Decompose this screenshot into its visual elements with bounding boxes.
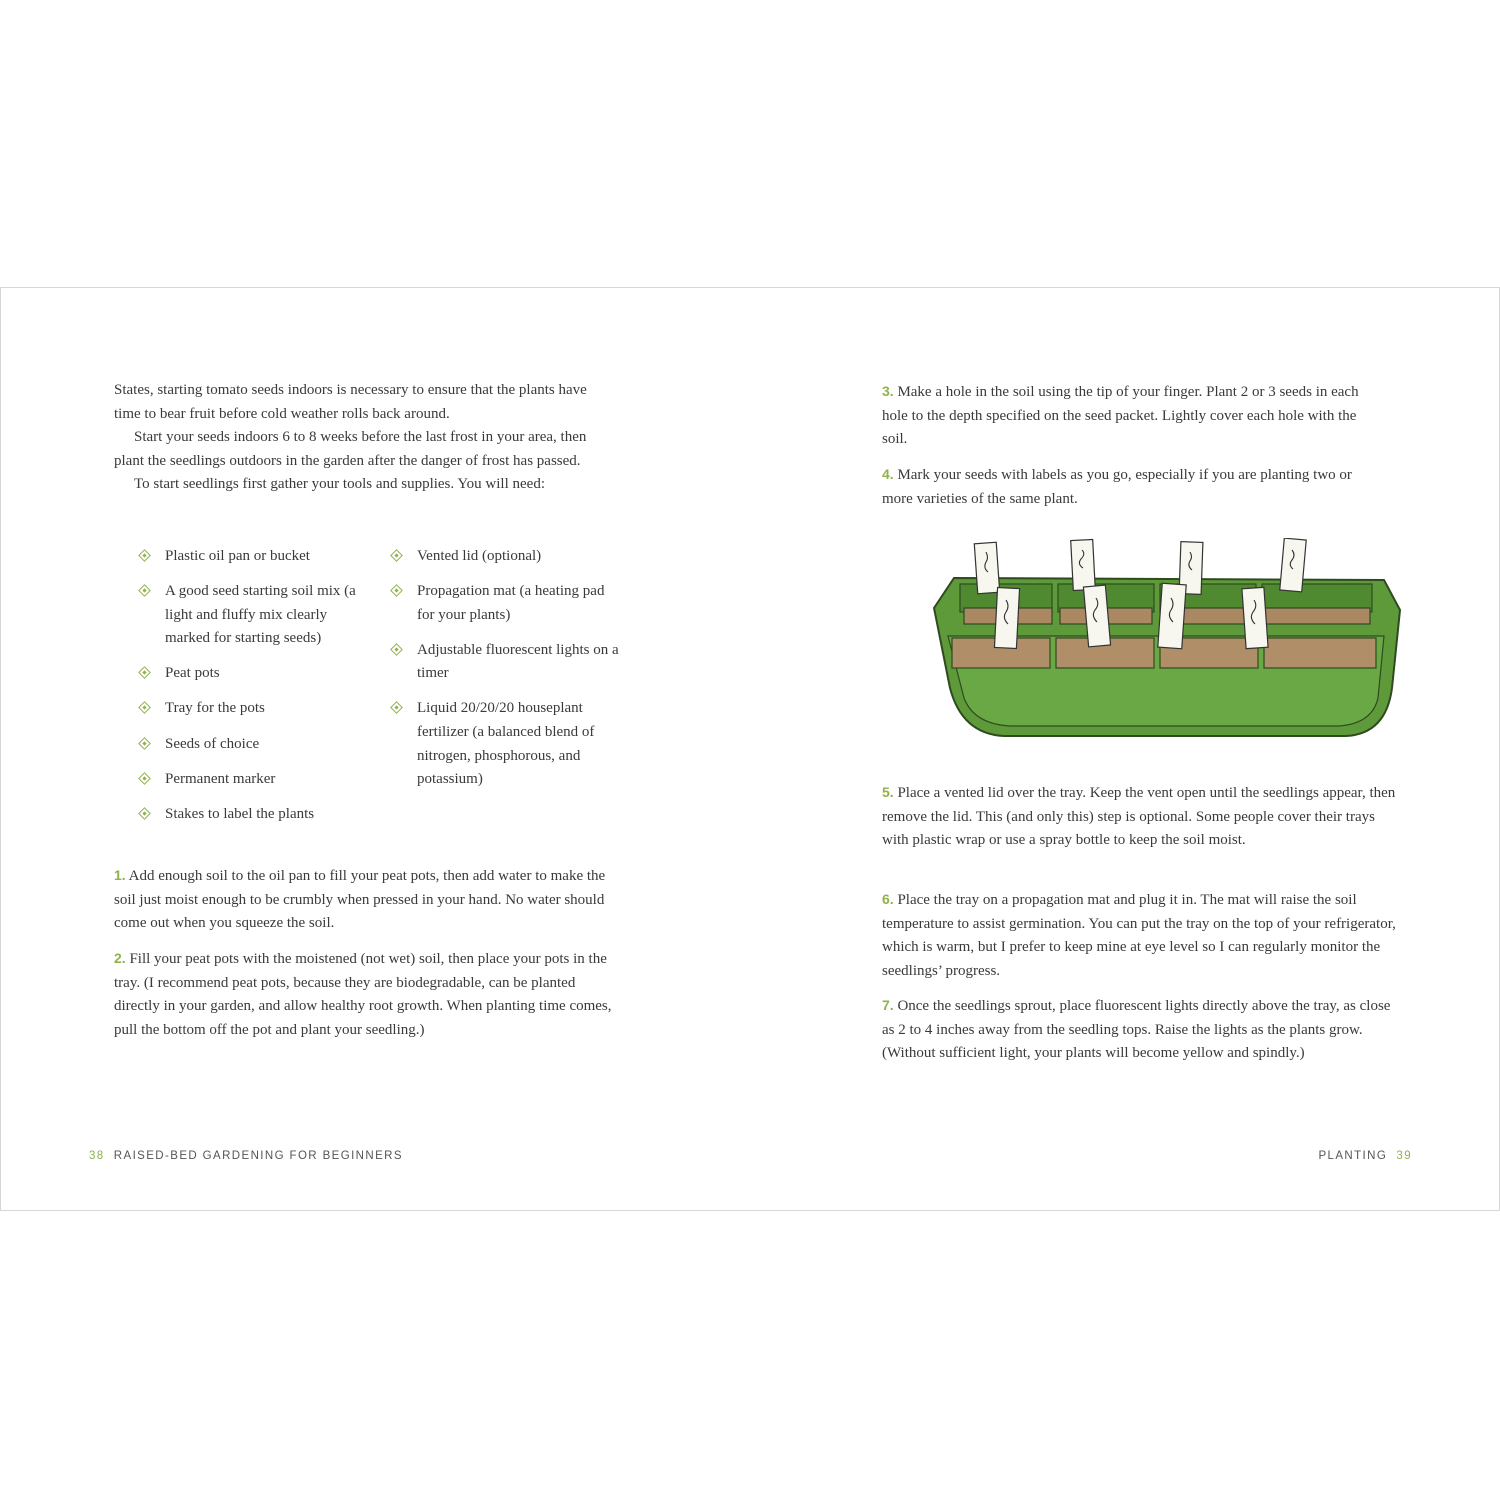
list-item [391,580,621,627]
list-item-text: Permanent marker [165,770,276,787]
list-item [139,580,369,651]
list-item-text: Tray for the pots [165,700,265,717]
step-text: Place a vented lid over the tray. Keep the vent open until the seedlings appear, then remove the lid. This (and only this) step is optional. Some people cover their trays with plastic wrap or use a spray bottle to keep the soil moist. [882,785,1396,849]
list-item [139,697,369,721]
right-page [750,288,1499,1210]
list-item-text: Liquid 20/20/20 houseplant fertilizer (a balanced blend of nitrogen, phosphorous, and potassium) [417,700,595,788]
step-number: 3. [882,383,894,399]
diamond-bullet-icon [138,772,151,785]
step-number: 2. [114,950,126,966]
diamond-bullet-icon [390,702,403,715]
page-number: 39 [1396,1150,1412,1162]
page-number: 38 [89,1150,105,1162]
list-item [139,662,369,686]
list-item [391,639,621,686]
seedling-tray-illustration [926,538,1406,748]
list-item-text: Stakes to label the plants [165,805,315,822]
intro-paragraph-1: States, starting tomato seeds indoors is necessary to ensure that the plants have time to bear fruit before cold weather rolls back around. [114,382,587,422]
list-item-text: Vented lid (optional) [417,548,542,564]
list-item-text: Peat pots [165,665,220,682]
step-2 [114,947,619,1042]
list-item-text: Adjustable fluorescent lights on a timer [417,641,619,682]
list-item [139,733,369,757]
list-item-text: Seeds of choice [165,735,260,752]
list-item-text: A good seed starting soil mix (a light and fluffy mix clearly marked for starting seeds) [165,583,356,647]
step-number: 1. [114,867,126,883]
step-text: Mark your seeds with labels as you go, especially if you are planting two or more varieties of the same plant. [882,467,1352,507]
book-spread [0,287,1500,1211]
footer-right [1318,1150,1412,1162]
step-text: Place the tray on a propagation mat and plug it in. The mat will raise the soil temperature to assist germination. You can put the tray on the top of your refrigerator, which is warm, but I prefer to keep mine at eye level so I can regularly monitor the seedlings’ progress. [882,892,1396,979]
diamond-bullet-icon [138,737,151,750]
intro-paragraph-2: Start your seeds indoors 6 to 8 weeks before the last frost in your area, then plant the seedlings outdoors in the garden after the danger of frost has passed. [114,429,587,469]
diamond-bullet-icon [390,549,403,562]
step-number: 5. [882,784,894,800]
step-number: 7. [882,997,894,1013]
intro-paragraph-3: To start seedlings first gather your tools and supplies. You will need: [134,476,545,493]
step-text: Fill your peat pots with the moistened (not wet) soil, then place your pots in the tray. (I recommend peat pots, because they are biodegradable, can be planted directly in your garden, and allow healthy root growth. When planting time comes, pull the bottom off the pot and plant your seedling.) [114,951,612,1038]
step-number: 4. [882,466,894,482]
list-item [139,768,369,792]
list-item [139,803,369,827]
diamond-bullet-icon [138,807,151,820]
diamond-bullet-icon [138,549,151,562]
diamond-bullet-icon [390,643,403,656]
step-4 [882,463,1382,511]
step-1 [114,864,619,936]
step-text: Once the seedlings sprout, place fluorescent lights directly above the tray, as close as 2 to 4 inches away from the seedling tops. Raise the lights as the plants grow. (Without sufficient light, your plants will become yellow and spindly.) [882,998,1391,1062]
step-6 [882,888,1397,983]
list-item-text: Propagation mat (a heating pad for your plants) [417,583,605,623]
step-number: 6. [882,891,894,907]
left-page [1,288,749,1210]
running-head: RAISED-BED GARDENING FOR BEGINNERS [113,1150,403,1162]
step-text: Add enough soil to the oil pan to fill your peat pots, then add water to make the soil just moist enough to be crumbly when pressed in your hand. No water should come out when you squeeze the soil. [114,868,606,932]
intro-text [114,379,614,497]
supplies-column-2 [391,545,621,803]
list-item [391,545,621,569]
list-item [391,697,621,791]
step-7 [882,994,1397,1066]
diamond-bullet-icon [138,702,151,715]
step-text: Make a hole in the soil using the tip of your finger. Plant 2 or 3 seeds in each hole to the depth specified on the seed packet. Lightly cover each hole with the soil. [882,384,1359,448]
step-3 [882,380,1382,452]
step-5 [882,781,1397,853]
supplies-column-1 [139,545,369,838]
diamond-bullet-icon [138,584,151,597]
running-head: PLANTING [1318,1150,1388,1162]
list-item [139,545,369,569]
diamond-bullet-icon [138,667,151,680]
footer-left [89,1150,403,1162]
list-item-text: Plastic oil pan or bucket [165,548,310,564]
diamond-bullet-icon [390,584,403,597]
